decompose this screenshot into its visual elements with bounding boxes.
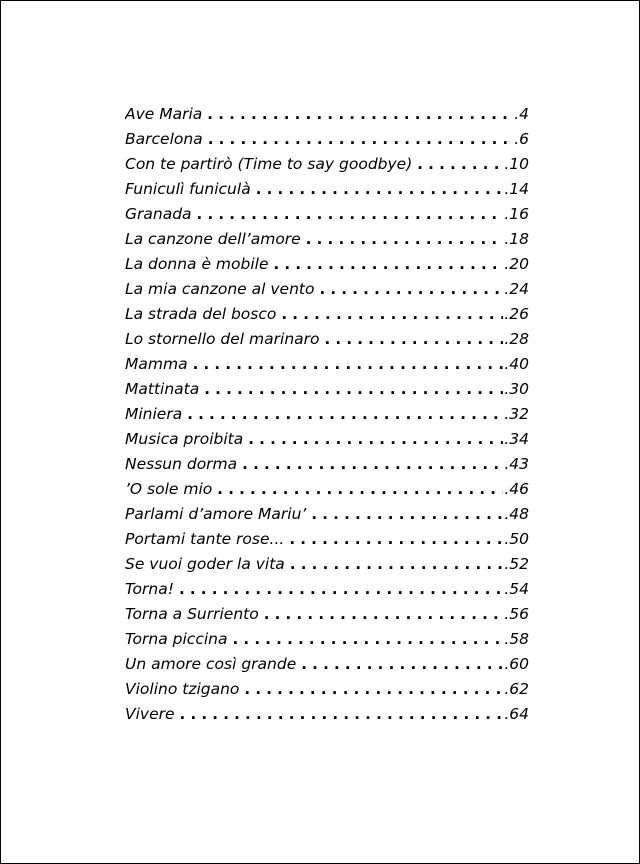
toc-entry-page-number: .40 [504,355,529,373]
toc-entry-page-number: .58 [504,630,529,648]
toc-dot-leader [217,480,503,498]
toc-entry [125,455,529,480]
toc-dot-leader [274,255,504,273]
toc-entry-title: Ave Maria [125,105,203,123]
toc-entry-page-number: .10 [504,155,529,173]
toc-entry [125,680,529,705]
toc-entry-title: Vivere [125,705,175,723]
toc-entry-title: Con te partirò (Time to say goodbye) [125,155,413,173]
toc-entry [125,580,529,605]
toc-dot-leader [289,530,503,548]
toc-entry-title: Mattinata [125,380,200,398]
toc-entry-page-number: .24 [504,280,529,298]
toc-dot-leader [193,355,504,373]
toc-entry-title: Torna a Surriento [125,605,259,623]
toc-entry-title: Musica proibita [125,430,244,448]
toc-entry-page-number: .64 [504,705,529,723]
toc-entry [125,480,529,505]
toc-entry [125,705,529,730]
toc-entry-title: Mamma [125,355,188,373]
toc-entry-page-number: .18 [504,230,529,248]
toc-entry-title: Violino tzigano [125,680,240,698]
toc-entry-title: La canzone dell’amore [125,230,301,248]
toc-entry-title: Lo stornello del marinaro [125,330,320,348]
toc-dot-leader [208,130,514,148]
toc-entry [125,330,529,355]
toc-entry [125,305,529,330]
toc-entry [125,655,529,680]
toc-entry-page-number: .54 [504,580,529,598]
toc-entry-title: La donna è mobile [125,255,269,273]
toc-entry-title: La strada del bosco [125,305,277,323]
toc-entry-title: La mia canzone al vento [125,280,315,298]
toc-entry-page-number: .28 [504,330,529,348]
toc-entry [125,430,529,455]
toc-entry-page-number: .6 [514,130,529,148]
toc-entry-title: Un amore così grande [125,655,297,673]
toc-entry-page-number: .48 [504,505,529,523]
toc-entry [125,255,529,280]
toc-entry [125,280,529,305]
toc-entry-page-number: .26 [504,305,529,323]
toc-entry-title: Nessun dorma [125,455,238,473]
toc-entry-title: Granada [125,205,192,223]
toc-entry-title: Portami tante rose... [125,530,285,548]
toc-dot-leader [207,105,513,123]
toc-entry [125,380,529,405]
toc-entry [125,180,529,205]
toc-entry-page-number: .20 [504,255,529,273]
toc-entry [125,630,529,655]
toc-entry-title: Miniera [125,405,183,423]
toc-entry-page-number: .14 [504,180,529,198]
toc-entry [125,355,529,380]
toc-dot-leader [325,330,504,348]
toc-entry-title: Se vuoi goder la vita [125,555,285,573]
toc-entry-page-number: .43 [504,455,529,473]
toc-entry-title: ’O sole mio [125,480,213,498]
toc-dot-leader [306,230,504,248]
toc-dot-leader [256,180,504,198]
toc-entry-page-number: .60 [504,655,529,673]
toc-entry [125,605,529,630]
toc-entry-page-number: .30 [504,380,529,398]
toc-dot-leader [204,380,503,398]
toc-dot-leader [244,680,503,698]
toc-entry [125,405,529,430]
toc-entry [125,505,529,530]
toc-dot-leader [311,505,503,523]
toc-dot-leader [180,705,504,723]
table-of-contents [125,105,529,730]
toc-entry-page-number: .52 [504,555,529,573]
toc-dot-leader [301,655,503,673]
toc-dot-leader [264,605,504,623]
toc-dot-leader [417,155,503,173]
toc-entry [125,205,529,230]
toc-entry [125,130,529,155]
toc-dot-leader [232,630,503,648]
toc-dot-leader [179,580,503,598]
toc-entry-title: Parlami d’amore Mariu’ [125,505,307,523]
toc-dot-leader [248,430,503,448]
toc-entry-title: Funiculì funiculà [125,180,251,198]
toc-dot-leader [319,280,503,298]
toc-entry-page-number: .4 [514,105,529,123]
toc-entry [125,555,529,580]
toc-entry-page-number: .34 [504,430,529,448]
toc-entry-page-number: .56 [504,605,529,623]
toc-entry-page-number: .62 [504,680,529,698]
toc-dot-leader [242,455,503,473]
toc-entry-page-number: .46 [504,480,529,498]
toc-entry-title: Barcelona [125,130,203,148]
toc-entry [125,105,529,130]
toc-entry [125,230,529,255]
toc-entry-page-number: .32 [504,405,529,423]
toc-dot-leader [197,205,504,223]
toc-entry-title: Torna! [125,580,174,598]
toc-dot-leader [290,555,504,573]
toc-dot-leader [187,405,503,423]
toc-entry [125,155,529,180]
toc-entry [125,530,529,555]
toc-entry-title: Torna piccina [125,630,228,648]
toc-entry-page-number: .50 [504,530,529,548]
toc-dot-leader [281,305,503,323]
toc-entry-page-number: .16 [504,205,529,223]
